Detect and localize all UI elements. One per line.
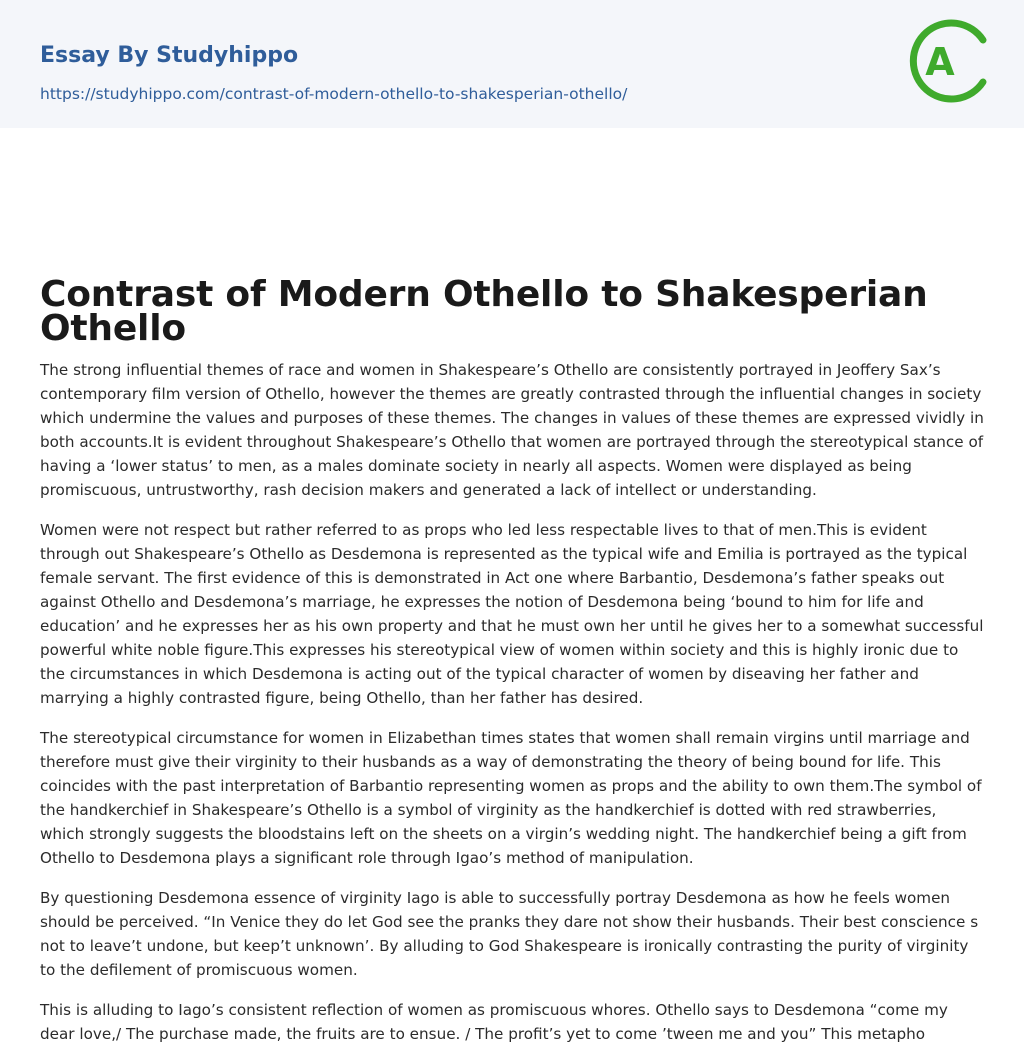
logo-letter: A [925, 40, 955, 84]
essay-paragraph-3: The stereotypical circumstance for women in Elizabethan times states that women shall remain virgins until marriage and therefore must give their virginity to their husbands as a way of demonstrating the theory of being bound for life. This coincides with the past interpretation of Barbantio representing women as props and the ability to own them.The symbol of the handkerchief in Shakespeare’s Othello is a symbol of virginity as the handkerchief is dotted with red strawberries, which strongly suggests the bloodstains left on the sheets on a virgin’s wedding night. The handkerchief being a gift from Othello to Desdemona plays a significant role through Igao’s method of manipulation. [40, 729, 982, 867]
essay-content [0, 128, 1024, 1046]
essay-paragraph-4: By questioning Desdemona essence of virginity Iago is able to successfully portray Desdemona as how he feels women should be perceived. “In Venice they do let God see the pranks they dare not show their husbands. Their best conscience s not to leave’t undone, but keep’t unknown’. By alluding to God Shakespeare is ironically contrasting the purity of virginity to the defilement of promiscuous women. [40, 889, 979, 979]
page-title: Contrast of Modern Othello to Shakesperian Othello [40, 274, 928, 349]
essay-paragraph-2: Women were not respect but rather referred to as props who led less respectable lives to that of men.This is evident through out Shakespeare’s Othello as Desdemona is represented as the typical wife and Emilia is portrayed as the typical female servant. The first evidence of this is demonstrated in Act one where Barbantio, Desdemona’s father speaks out against Othello and Desdemona’s marriage, he expresses the notion of Desdemona being ‘bound to him for life and education’ and he expresses her as his own property and that he must own her until he gives her to a somewhat successful powerful white noble figure.This expresses his stereotypical view of women within society and this is highly ironic due to the circumstances in which Desdemona is acting out of the typical character of women by diseaving her father and marrying a highly contrasted figure, being Othello, than her father has desired. [40, 521, 984, 707]
studyhippo-logo[interactable] [905, 18, 991, 104]
brand-title: Essay By Studyhippo [40, 43, 299, 68]
source-url-link[interactable]: https://studyhippo.com/contrast-of-modern-othello-to-shakesperian-othello/ [40, 85, 628, 103]
essay-paragraph-5: This is alluding to Iago’s consistent reflection of women as promiscuous whores. Othello says to Desdemona “come my dear love,/ The purchase made, the fruits are to ensue. / The profit’s yet to come ’tween me and you” This metapho [40, 1001, 948, 1043]
essay-paragraph-1: The strong influential themes of race and women in Shakespeare’s Othello are consistently portrayed in Jeoffery Sax’s contemporary film version of Othello, however the themes are greatly contrasted through the influential changes in society which undermine the values and purposes of these themes. The changes in values of these themes are expressed vividly in both accounts.It is evident throughout Shakespeare’s Othello that women are portrayed through the stereotypical stance of having a ‘lower status’ to men, as a males dominate society in nearly all aspects. Women were displayed as being promiscuous, untrustworthy, rash decision makers and generated a lack of intellect or understanding. [40, 361, 984, 499]
site-header [0, 0, 1024, 128]
